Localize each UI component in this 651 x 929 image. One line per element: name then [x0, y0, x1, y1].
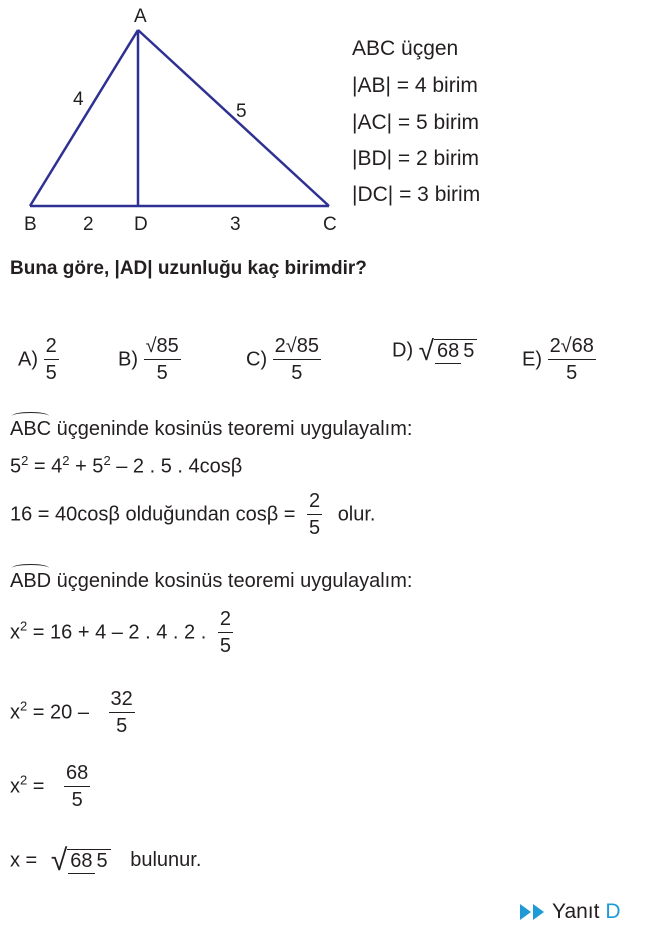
option-fraction: $\frac{2}{5}$ [45, 335, 57, 384]
sqrt-icon: √ [50, 844, 68, 877]
option-fraction: 68 5 [434, 339, 477, 363]
arrow-right-icon [533, 904, 544, 920]
solution-line-8: x = √ 68 5 bulunur. [10, 844, 202, 877]
solution-line-1: ABC üçgeninde kosinüs teoremi uygulayalım: [10, 418, 413, 440]
option-a[interactable] [18, 335, 59, 385]
solution-line-6: $x^2 = 20$ – $\frac{32}{5}$ [10, 688, 133, 737]
option-letter: D) [392, 339, 414, 362]
edge-bd-label: 2 [83, 214, 94, 235]
solution-line-2: $5^2 = 4^2 + 5^2 - 2$ . 5 . 4cosβ [10, 453, 243, 478]
option-e[interactable] [522, 335, 596, 385]
question-text: Buna göre, |AD| uzunluğu kaç birimdir? [10, 258, 367, 279]
triangle-abc-notation: ABC [10, 418, 52, 440]
answer-indicator [520, 900, 621, 924]
edge-ab-label: 4 [73, 89, 84, 110]
vertex-b-label: B [24, 214, 37, 235]
given-item: |AB| = 4 birim [352, 74, 478, 97]
answer-letter: D [605, 900, 621, 923]
option-letter: C) [246, 348, 268, 371]
vertex-a-label: A [134, 6, 147, 27]
sqrt-icon: √ [418, 335, 435, 366]
vertex-c-label: C [323, 214, 337, 235]
option-fraction: $\frac{√85}{5}$ [145, 335, 179, 384]
option-fraction: $\frac{2√68}{5}$ [549, 335, 594, 384]
given-item: |BD| = 2 birim [352, 147, 480, 170]
vertex-d-label: D [134, 214, 148, 235]
option-b[interactable] [118, 335, 181, 385]
triangle-figure [0, 0, 345, 240]
option-c[interactable] [246, 335, 321, 385]
triangle-abd-notation: ABD [10, 570, 52, 592]
solution-line-5: $x^2 = 16 + 4 - 2$ . 4 . 2 . $\frac{2}{5}$ [10, 608, 231, 657]
answer-label: Yanıt [552, 900, 600, 923]
edge-dc-label: 3 [230, 214, 241, 235]
given-item: |AC| = 5 birim [352, 111, 480, 134]
given-item: |DC| = 3 birim [352, 183, 481, 206]
given-item: ABC üçgen [352, 37, 459, 60]
solution-line-7: $x^2$ = $\frac{68}{5}$ [10, 762, 89, 811]
option-d[interactable] [392, 335, 477, 367]
side-ab [30, 30, 138, 206]
arrow-right-icon [520, 904, 531, 920]
option-letter: E) [522, 348, 542, 371]
side-ac [138, 30, 329, 206]
option-letter: A) [18, 348, 38, 371]
solution-line-3: 16 = 40cosβ olduğundan cosβ = $\frac{2}{5}$ olur. [10, 490, 376, 539]
solution-line-4: ABD üçgeninde kosinüs teoremi uygulayalım: [10, 570, 413, 592]
option-letter: B) [118, 348, 138, 371]
edge-ac-label: 5 [236, 101, 247, 122]
option-fraction: $\frac{2√85}{5}$ [274, 335, 320, 384]
